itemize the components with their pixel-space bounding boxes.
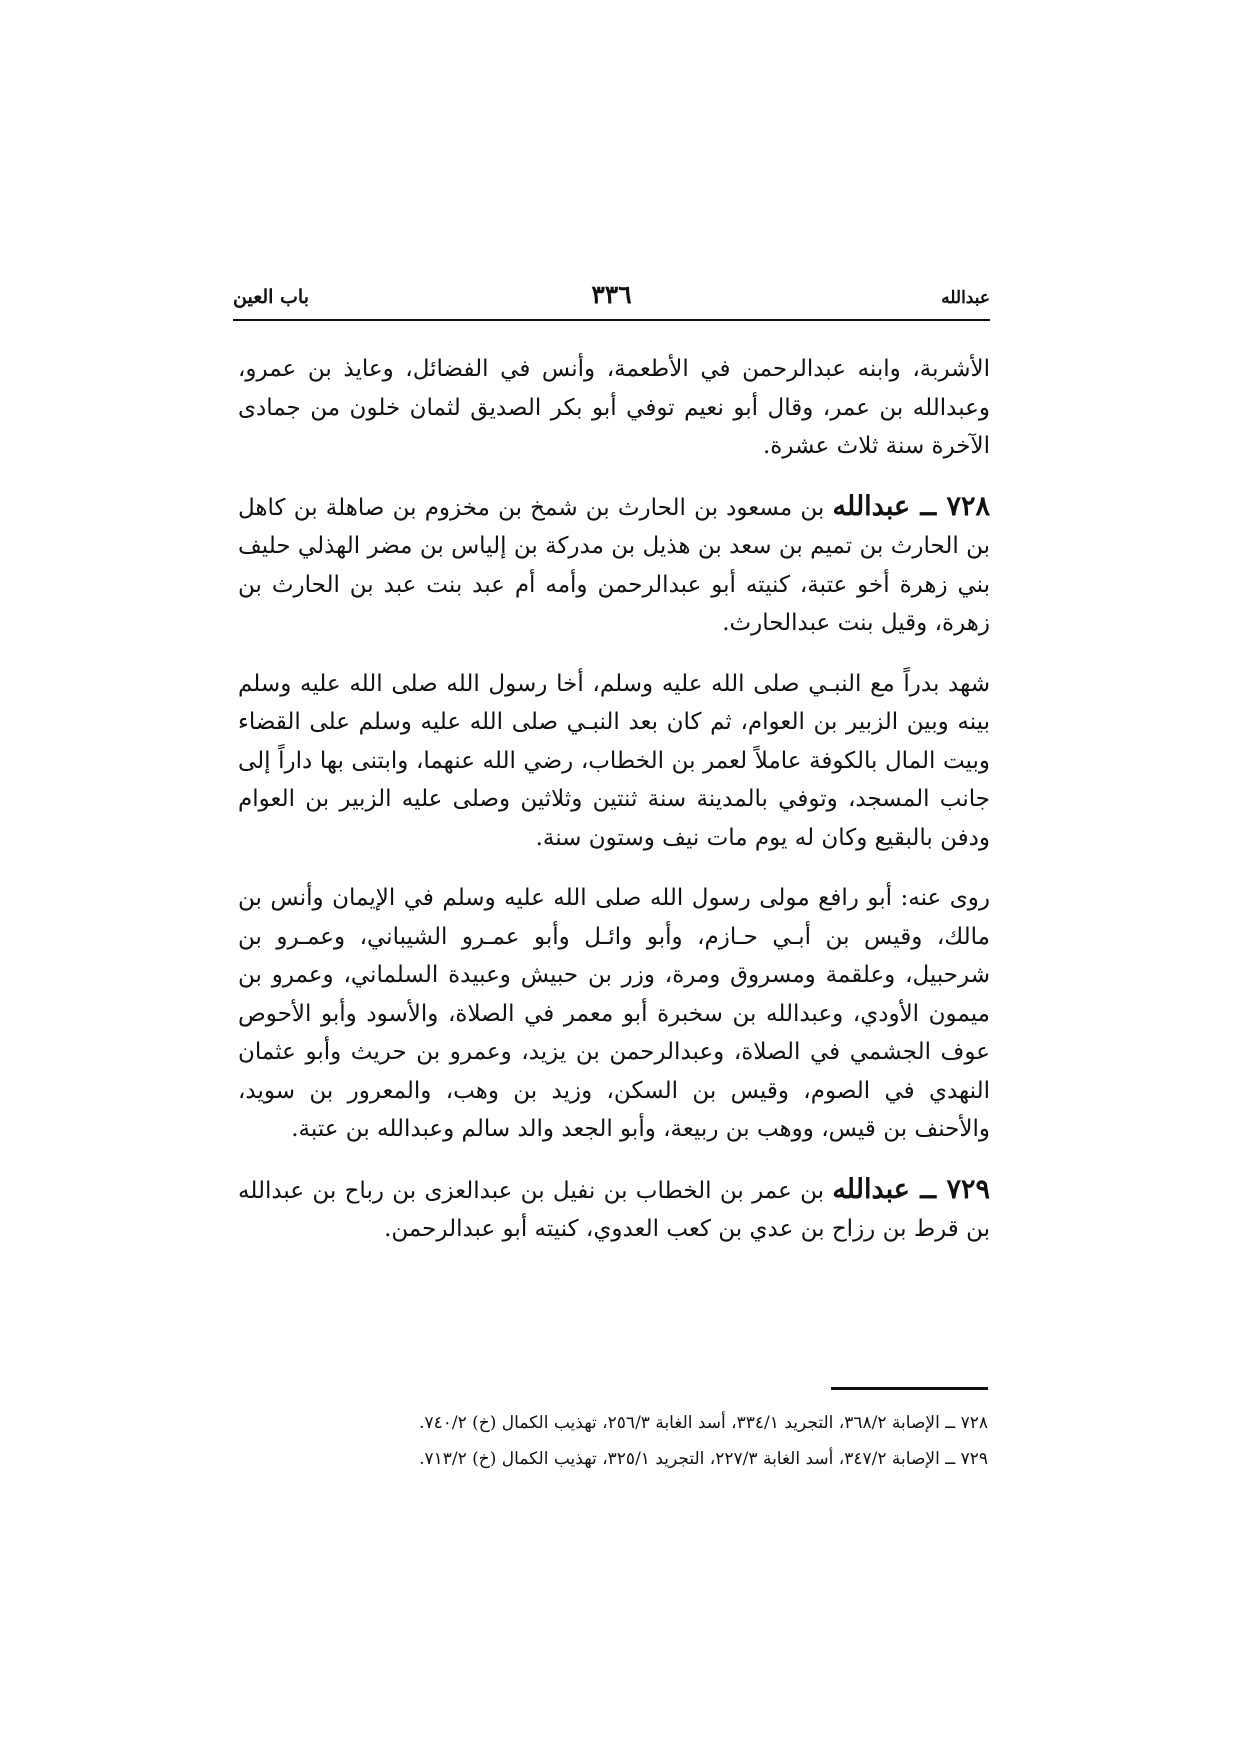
- paragraph-text: روى عنه: أبو رافع مولى رسول الله صلى الله عليه وسلم في الإيمان وأنس بن مالك، وقيس بن أبـي حـازم، وأبو وائـل وأبو عمـرو الشيباني، وعمـرو بن شرحبيل، وعلقمة ومسروق ومرة، وزر بن حبيش وعبيدة السلماني، وعمرو بن ميمون الأودي، وعبدالله بن سخبرة أبو معمر في الصلاة، والأسود وأبو الأحوص عوف الجشمي في الصلاة، وعبدالرحمن بن يزيد، وعمرو بن حريث وأبو عثمان النهدي في الصوم، وقيس بن السكن، وزيد بن وهب، والمعرور بن سويد، والأحنف بن قيس، ووهب بن ربيعة، وأبو الجعد والد سالم وعبدالله بن عتبة.: [238, 885, 990, 1142]
- running-header: [233, 278, 990, 318]
- paragraph: [238, 350, 990, 466]
- main-text: [238, 350, 990, 1271]
- paragraph: [238, 879, 990, 1149]
- paragraph-text: بن عمر بن الخطاب بن نفيل بن عبدالعزى بن رباح بن عبدالله بن قرط بن رزاح بن عدي بن كعب العدوي، كنيته أبو عبدالرحمن.: [238, 1177, 990, 1242]
- header-entry-name: عبدالله: [941, 288, 990, 308]
- footnotes: [238, 1405, 988, 1477]
- paragraph-text: شهد بدراً مع النبـي صلى الله عليه وسلم، أخا رسول الله صلى الله عليه وسلم بينه وبين الزبير بن العوام، ثم كان بعد النبـي صلى الله عليه وسلم على القضاء وبيت المال بالكوفة عاملاً لعمر بن الخطاب، رضي الله عنهما، وابتنى بها داراً إلى جانب المسجد، وتوفي بالمدينة سنة ثنتين وثلاثين وصلى عليه الزبير بن العوام ودفن بالبقيع وكان له يوم مات نيف وستون سنة.: [238, 670, 990, 851]
- paragraph-text: بن مسعود بن الحارث بن شمخ بن مخزوم بن صاهلة بن كاهل بن الحارث بن تميم بن سعد بن هذيل بن مدركة بن إلياس بن مضر الهذلي حليف بني زهرة أخو عتبة، كنيته أبو عبدالرحمن وأمه أم عبد بنت عبد بن الحارث بن زهرة، وقيل بنت عبدالحارث.: [238, 494, 990, 636]
- header-chapter-title: باب العين: [233, 286, 310, 308]
- page-number: ٣٣٦: [591, 280, 632, 309]
- entry-paragraph: [238, 1171, 990, 1249]
- entry-paragraph: [238, 488, 990, 643]
- entry-heading: ٧٢٨ ــ عبدالله: [832, 490, 990, 522]
- footnote: ٧٢٨ ــ الإصابة ٣٦٨/٢، التجريد ٣٣٤/١، أسد الغابة ٢٥٦/٣، تهذيب الكمال (خ) ٧٤٠/٢.: [419, 1413, 988, 1433]
- entry-heading: ٧٢٩ ــ عبدالله: [832, 1173, 990, 1205]
- header-rule: [233, 319, 990, 321]
- paragraph-text: الأشربة، وابنه عبدالرحمن في الأطعمة، وأنس في الفضائل، وعايذ بن عمرو، وعبدالله بن عمر، وقال أبو نعيم توفي أبو بكر الصديق لثمان خلون من جمادى الآخرة سنة ثلاث عشرة.: [238, 356, 990, 459]
- footnote: ٧٢٩ ــ الإصابة ٣٤٧/٢، أسد الغابة ٢٢٧/٣، التجريد ٣٢٥/١، تهذيب الكمال (خ) ٧١٣/٢.: [419, 1449, 988, 1469]
- paragraph: [238, 665, 990, 858]
- footnote-separator: [831, 1387, 988, 1390]
